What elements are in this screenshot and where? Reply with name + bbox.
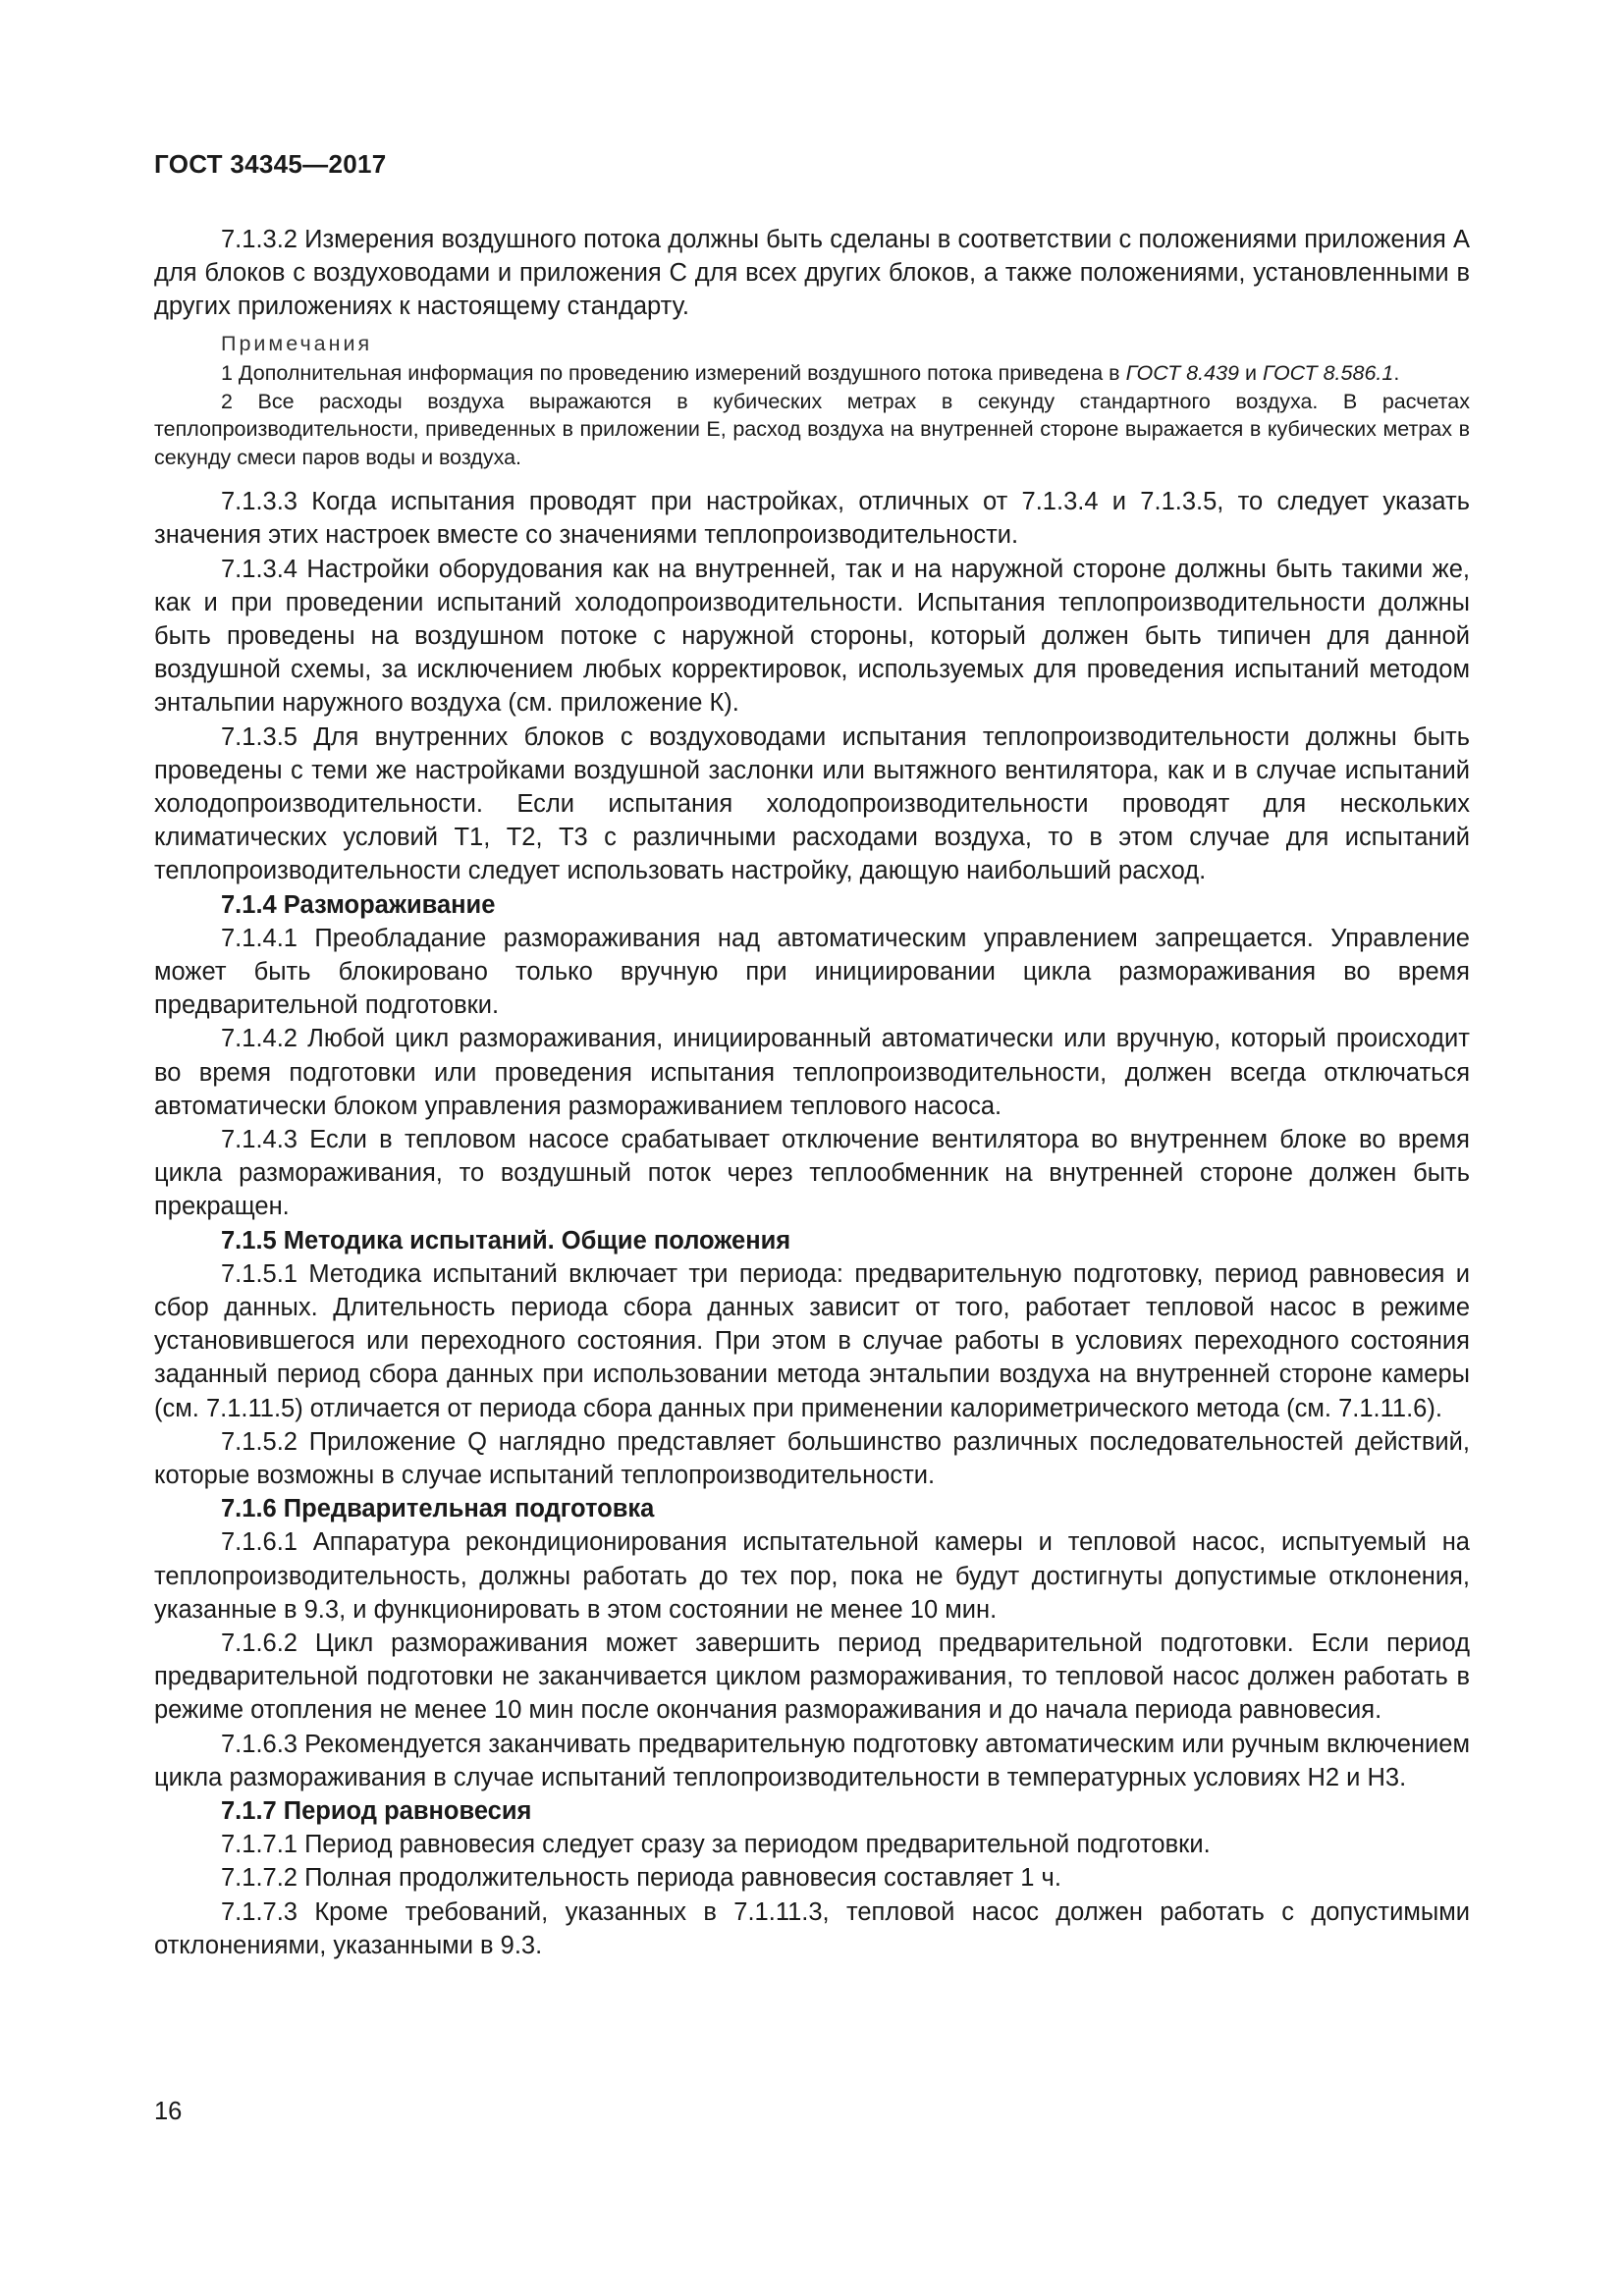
section-heading-7-1-7: 7.1.7 Период равновесия [221,1797,532,1826]
section-heading-7-1-6: 7.1.6 Предварительная подготовка [221,1495,655,1523]
paragraph-7-1-6-2: 7.1.6.2 Цикл размораживания может завершить период предварительной подготовки. Если период предварительной подготовки не заканчивается циклом размораживания, то тепловой насос должен работать в режиме отопления не менее 10 мин после окончания размораживания и до начала периода равновесия. [154,1629,1470,1725]
notes-title: Примечания [221,331,373,355]
paragraph-7-1-7-2: 7.1.7.2 Полная продолжительность периода равновесия составляет 1 ч. [221,1864,1061,1893]
paragraph-7-1-3-4: 7.1.3.4 Настройки оборудования как на внутренней, так и на наружной стороне должны быть такими же, как и при проведении испытаний холодопроизводительности. Испытания теплопроизводительности должны быть проведены на воздушном потоке с наружной стороны, который должен быть типичен для данной воздушной схемы, за исключением любых корректировок, используемых для проведения испытаний методом энтальпии наружного воздуха (см. приложение К). [154,555,1470,718]
paragraph-7-1-4-1: 7.1.4.1 Преобладание размораживания над автоматическим управлением запрещается. Управление может быть блокировано только вручную при инициировании цикла размораживания во время предварительной подготовки. [154,924,1470,1020]
paragraph-7-1-5-1: 7.1.5.1 Методика испытаний включает три периода: предварительную подготовку, период равновесия и сбор данных. Длительность периода сбора данных зависит от того, работает тепловой насос в режиме установившегося или переходного состояния. При этом в случае работы в условиях переходного состояния заданный период сбора данных при использовании метода энтальпии воздуха на внутренней стороне камеры (см. 7.1.11.5) отличается от периода сбора данных при применении калориметрического метода (см. 7.1.11.6). [154,1259,1470,1422]
paragraph-7-1-6-1: 7.1.6.1 Аппаратура рекондиционирования испытательной камеры и тепловой насос, испытуемый на теплопроизводительность, должны работать до тех пор, пока не будут достигнуты допустимые отклонения, указанные в 9.3, и функционировать в этом состоянии не менее 10 мин. [154,1528,1470,1624]
note-1-ref-gost-8-439: ГОСТ 8.439 [1125,361,1239,386]
section-heading-7-1-5: 7.1.5 Методика испытаний. Общие положения [221,1226,791,1255]
paragraph-7-1-5-2: 7.1.5.2 Приложение Q наглядно представляет большинство различных последовательностей действий, которые возможны в случае испытаний теплопроизводительности. [154,1427,1470,1489]
paragraph-7-1-7-1: 7.1.7.1 Период равновесия следует сразу за периодом предварительной подготовки. [221,1831,1211,1859]
note-1-and: и [1239,361,1263,386]
page-number: 16 [154,2098,183,2125]
note-1-end: . [1393,361,1400,386]
note-1 [154,359,1470,388]
paragraph-7-1-4-2: 7.1.4.2 Любой цикл размораживания, инициированный автоматически или вручную, который происходит во время подготовки или проведения испытания теплопроизводительности, должен всегда отключаться автоматически блоком управления размораживанием теплового насоса. [154,1025,1470,1120]
notes-block [154,330,1470,472]
paragraph-7-1-6-3: 7.1.6.3 Рекомендуется заканчивать предварительную подготовку автоматическим или ручным включением цикла размораживания в случае испытаний теплопроизводительности в температурных условиях Н2 и Н3. [154,1730,1470,1791]
note-1-text: 1 Дополнительная информация по проведению измерений воздушного потока приведена в [221,361,1126,386]
paragraph-7-1-3-2: 7.1.3.2 Измерения воздушного потока должны быть сделаны в соответствии с положениями приложения А для блоков с воздуховодами и приложения С для всех других блоков, а также положениями, установленными в других приложениях к настоящему стандарту. [154,226,1470,321]
note-1-ref-gost-8-586-1: ГОСТ 8.586.1 [1262,361,1394,386]
document-body [154,223,1470,1962]
paragraph-7-1-7-3: 7.1.7.3 Кроме требований, указанных в 7.1.11.3, тепловой насос должен работать с допустимыми отклонениями, указанными в 9.3. [154,1897,1470,1959]
paragraph-7-1-3-3: 7.1.3.3 Когда испытания проводят при настройках, отличных от 7.1.3.4 и 7.1.3.5, то следует указать значения этих настроек вместе со значениями теплопроизводительности. [154,488,1470,550]
document-header: ГОСТ 34345—2017 [154,149,387,179]
section-heading-7-1-4: 7.1.4 Размораживание [221,890,496,919]
paragraph-7-1-3-5: 7.1.3.5 Для внутренних блоков с воздуховодами испытания теплопроизводительности должны быть проведены с теми же настройками воздушной заслонки или вытяжного вентилятора, как и в случае испытаний холодопроизводительности. Если испытания холодопроизводительности проводят для нескольких климатических условий Т1, Т2, Т3 с различными расходами воздуха, то в этом случае для испытаний теплопроизводительности следует использовать настройку, дающую наибольший расход. [154,722,1470,885]
note-2: 2 Все расходы воздуха выражаются в кубических метрах в секунду стандартного воздуха. В расчетах теплопроизводительности, приведенных в приложении Е, расход воздуха на внутренней стороне выражается в кубических метрах в секунду смеси паров воды и воздуха. [154,389,1470,469]
paragraph-7-1-4-3: 7.1.4.3 Если в тепловом насосе срабатывает отключение вентилятора во внутреннем блоке во время цикла размораживания, то воздушный поток через теплообменник на внутренней стороне должен быть прекращен. [154,1125,1470,1221]
